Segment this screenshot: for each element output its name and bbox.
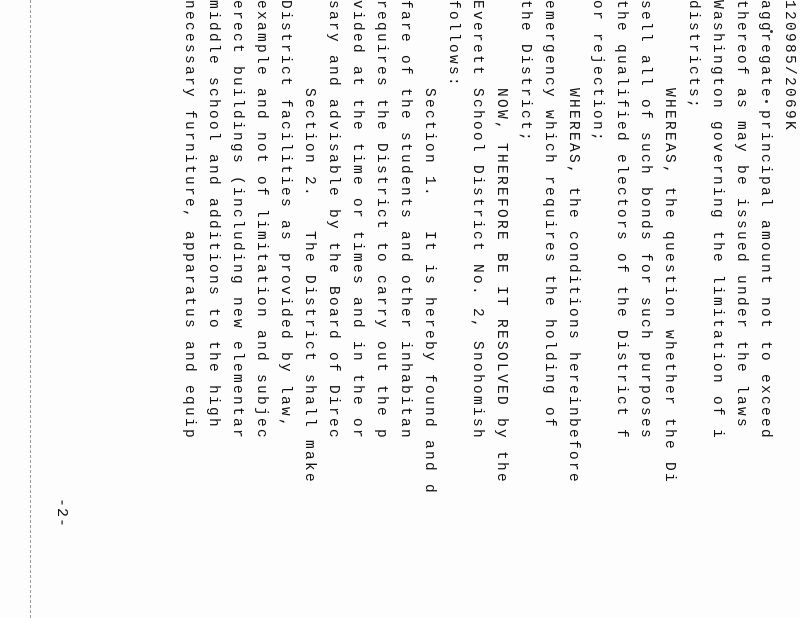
- body-line: follows:: [445, 0, 461, 89]
- body-line: thereof as may be issued under the laws: [733, 0, 749, 430]
- body-line: example and not of limitation and subjec: [253, 0, 269, 441]
- body-line: Everett School District No. 2, Snohomish: [469, 0, 485, 441]
- body-line: the District;: [517, 0, 533, 144]
- body-line: necessary furniture, apparatus and equip: [181, 0, 197, 441]
- body-line: fare of the students and other inhabitan: [397, 0, 413, 441]
- body-line: vided at the time or times and in the or: [349, 0, 365, 441]
- body-line: erect buildings (including new elementar: [229, 0, 245, 441]
- body-line: NOW, THEREFORE BE IT RESOLVED by the: [493, 0, 509, 485]
- body-line: sell all of such bonds for such purposes: [637, 0, 653, 441]
- section-2-line: Section 2. The District shall make: [301, 0, 317, 485]
- body-line: requires the District to carry out the p: [373, 0, 389, 441]
- body-line: WHEREAS, the question whether the Di: [661, 0, 677, 485]
- body-line: WHEREAS, the conditions hereinbefore: [565, 0, 581, 485]
- body-line: Washington governing the limitation of i: [709, 0, 725, 441]
- body-line: the qualified electors of the District f: [613, 0, 629, 441]
- body-line: sary and advisable by the Board of Direc: [325, 0, 341, 441]
- body-line: or rejection;: [589, 0, 605, 144]
- page-number: -2-: [53, 498, 70, 529]
- header-reference: 120985/2069K: [781, 0, 797, 133]
- body-line: emergency which requires the holding of: [541, 0, 557, 430]
- body-line: districts;: [685, 0, 701, 111]
- body-line: aggregate principal amount not to exceed: [757, 0, 773, 441]
- body-line: middle school and additions to the high: [205, 0, 221, 430]
- body-line: District facilities as provided by law,: [277, 0, 293, 430]
- section-1-line: Section 1. It is hereby found and d: [421, 0, 437, 496]
